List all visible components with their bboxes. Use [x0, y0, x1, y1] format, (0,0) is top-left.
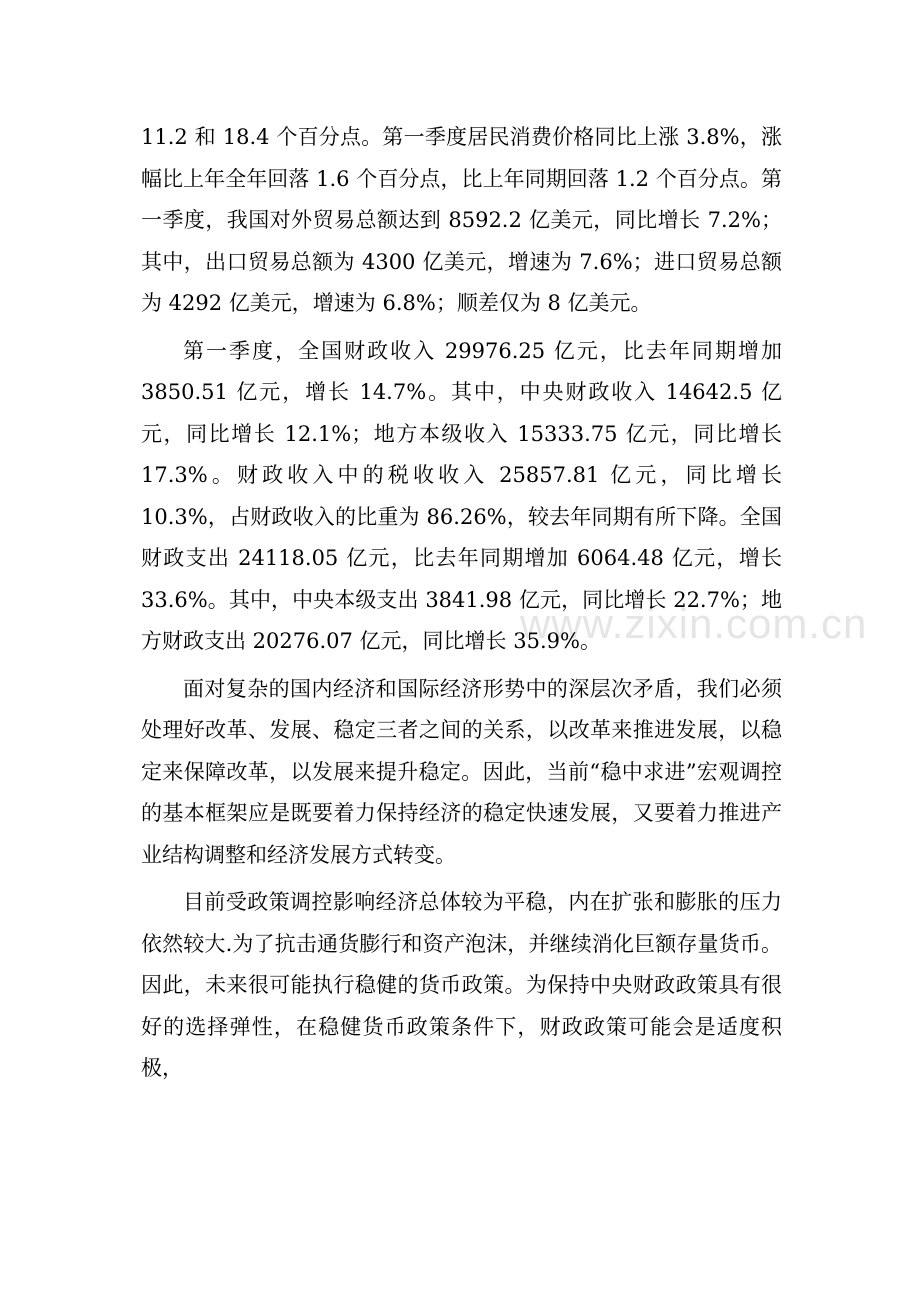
paragraph-trade-stats: 11.2 和 18.4 个百分点。第一季度居民消费价格同比上涨 3.8%，涨幅比上年全年回落 1.6 个百分点，比上年同期回落 1.2 个百分点。第一季度，我国对外贸易总额达到 8592.2 亿美元，同比增长 7.2%；其中，出口贸易总额为 4300 亿美元，增速为 7.6%；进口贸易总额为 4292 亿美元，增速为 6.8%；顺差仅为 8 亿美元。 [141, 125, 782, 315]
watermark: www.zixin.com.cn [520, 600, 868, 647]
document-body [141, 117, 782, 1096]
paragraph-monetary-outlook: 目前受政策调控影响经济总体较为平稳，内在扩张和膨胀的压力依然较大.为了抗击通货膨行和资产泡沫，并继续消化巨额存量货币。因此，未来很可能执行稳健的货币政策。为保持中央财政政策具有很好的选择弹性，在稳健货币政策条件下，财政政策可能会是适度积极， [141, 890, 782, 1080]
paragraph-policy-framework: 面对复杂的国内经济和国际经济形势中的深层次矛盾，我们必须处理好改革、发展、稳定三者之间的关系，以改革来推进发展，以稳定来保障改革，以发展来提升稳定。因此，当前“稳中求进”宏观调控的基本框架应是既要着力保持经济的稳定快速发展，又要着力推进产业结构调整和经济发展方式转变。 [141, 676, 782, 867]
paragraph-fiscal-stats: 第一季度，全国财政收入 29976.25 亿元，比去年同期增加 3850.51 亿元，增长 14.7%。其中，中央财政收入 14642.5 亿元，同比增长 12.1%；地方本级收入 15333.75 亿元，同比增长 17.3%。财政收入中的税收收入 25857.81 亿元，同比增长 10.3%，占财政收入的比重为 86.26%，较去年同期有所下降。全国财政支出 24118.05 亿元，比去年同期增加 6064.48 亿元，增长 33.6%。其中，中央本级支出 3841.98 亿元，同比增长 22.7%；地方财政支出 20276.07 亿元，同比增长 35.9%。 [141, 338, 782, 653]
